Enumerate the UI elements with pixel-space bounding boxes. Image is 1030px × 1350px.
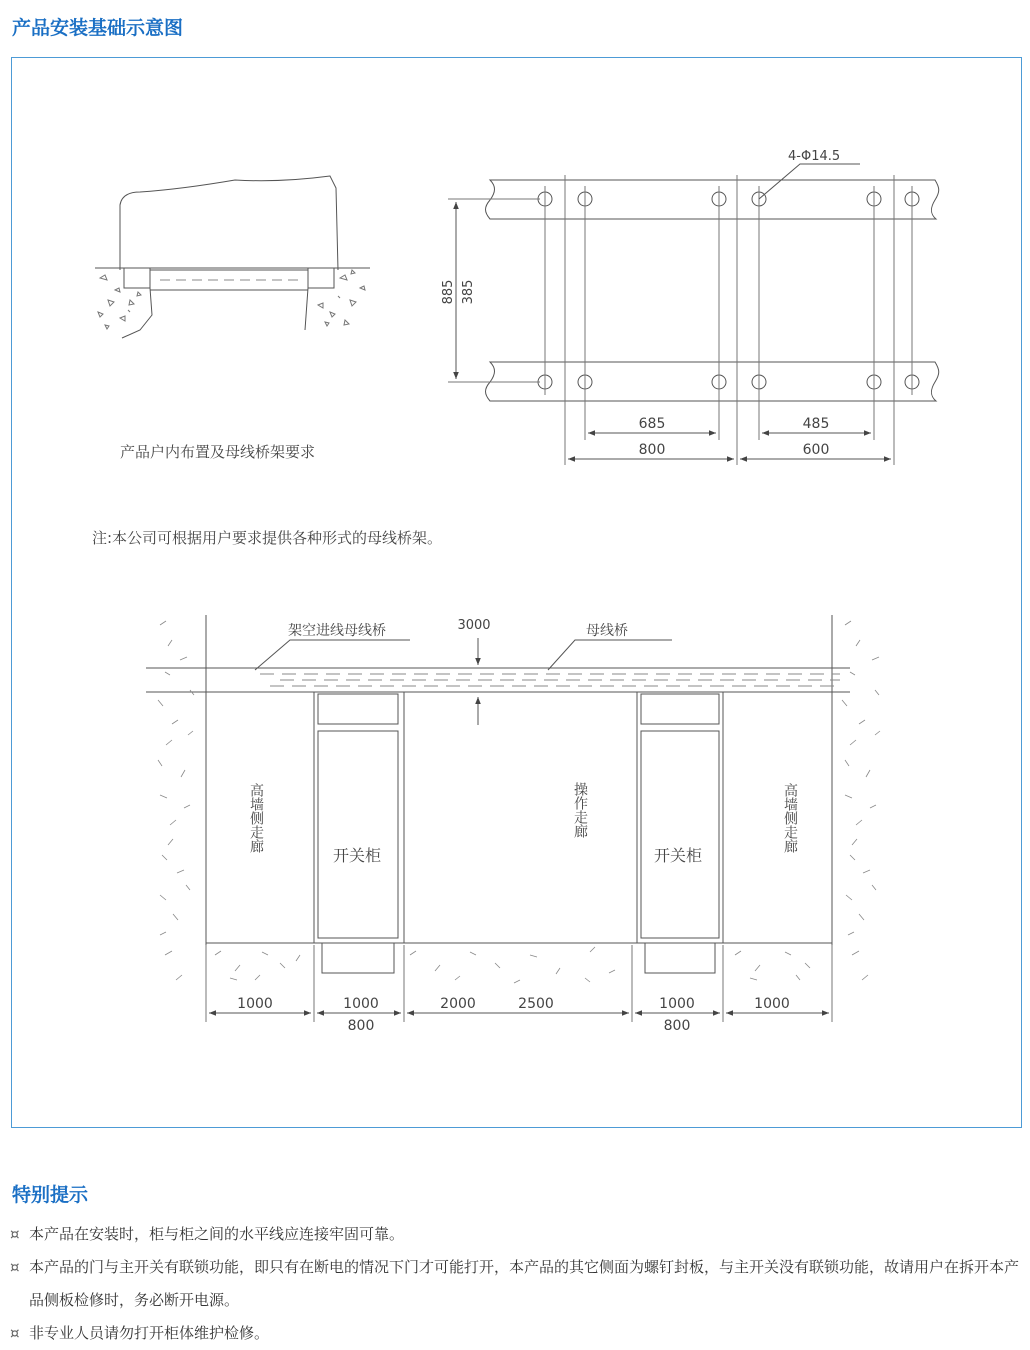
list-item [10,1317,1025,1350]
dim-1000-b: 1000 [343,996,379,1012]
dim-800-top: 800 [638,442,666,458]
dim-600: 600 [802,442,830,458]
tip-text: 非专业人员请勿打开柜体维护检修。 [29,1324,270,1342]
list-item [10,1251,1025,1317]
dim-1000-d: 1000 [754,996,790,1012]
foundation-section-drawing [95,176,370,338]
bullet-icon: ¤ [10,1258,20,1276]
diagram-note: 注:本公司可根据用户要求提供各种形式的母线桥架。 [92,529,443,547]
tips-list [10,1218,1025,1350]
bullet-icon: ¤ [10,1225,20,1243]
tip-text: 本产品在安装时，柜与柜之间的水平线应连接牢固可靠。 [29,1225,405,1243]
dim-1000-c: 1000 [659,996,695,1012]
dim-1000-a: 1000 [237,996,273,1012]
section-title-installation: 产品安装基础示意图 [12,17,184,39]
channel-steel-layout [448,164,939,465]
dim-685: 685 [638,416,666,432]
dim-885: 885 [441,279,456,305]
dim-385: 385 [461,279,476,305]
corridor-left-label: 高墙侧走廊 [248,783,264,853]
bus-bridge-label: 母线桥 [586,623,628,639]
list-item [10,1218,1025,1251]
dim-3000: 3000 [457,618,491,633]
tip-text: 本产品的门与主开关有联锁功能，即只有在断电的情况下门才可能打开，本产品的其它侧面为螺钉封板，与主开关没有联锁功能，故请用户在拆开本产品侧板检修时，务必断开电源。 [29,1258,1020,1309]
diagram-caption: 产品户内布置及母线桥架要求 [120,443,316,461]
overhead-bus-label: 架空进线母线桥 [288,623,386,639]
cabinet-left-label: 开关柜 [332,846,382,865]
dim-800-c: 800 [663,1018,691,1034]
corridor-right-label: 高墙侧走廊 [782,783,798,853]
dim-2000: 2000 [440,996,476,1012]
dim-800-b: 800 [347,1018,375,1034]
section-title-notice: 特别提示 [12,1184,89,1206]
cabinet-right-label: 开关柜 [653,846,703,865]
dim-485: 485 [802,416,830,432]
corridor-mid-label: 操作走廊 [572,782,588,838]
dim-2500: 2500 [518,996,554,1012]
hole-spec-label: 4-Φ14.5 [788,149,841,164]
bullet-icon: ¤ [10,1324,20,1342]
